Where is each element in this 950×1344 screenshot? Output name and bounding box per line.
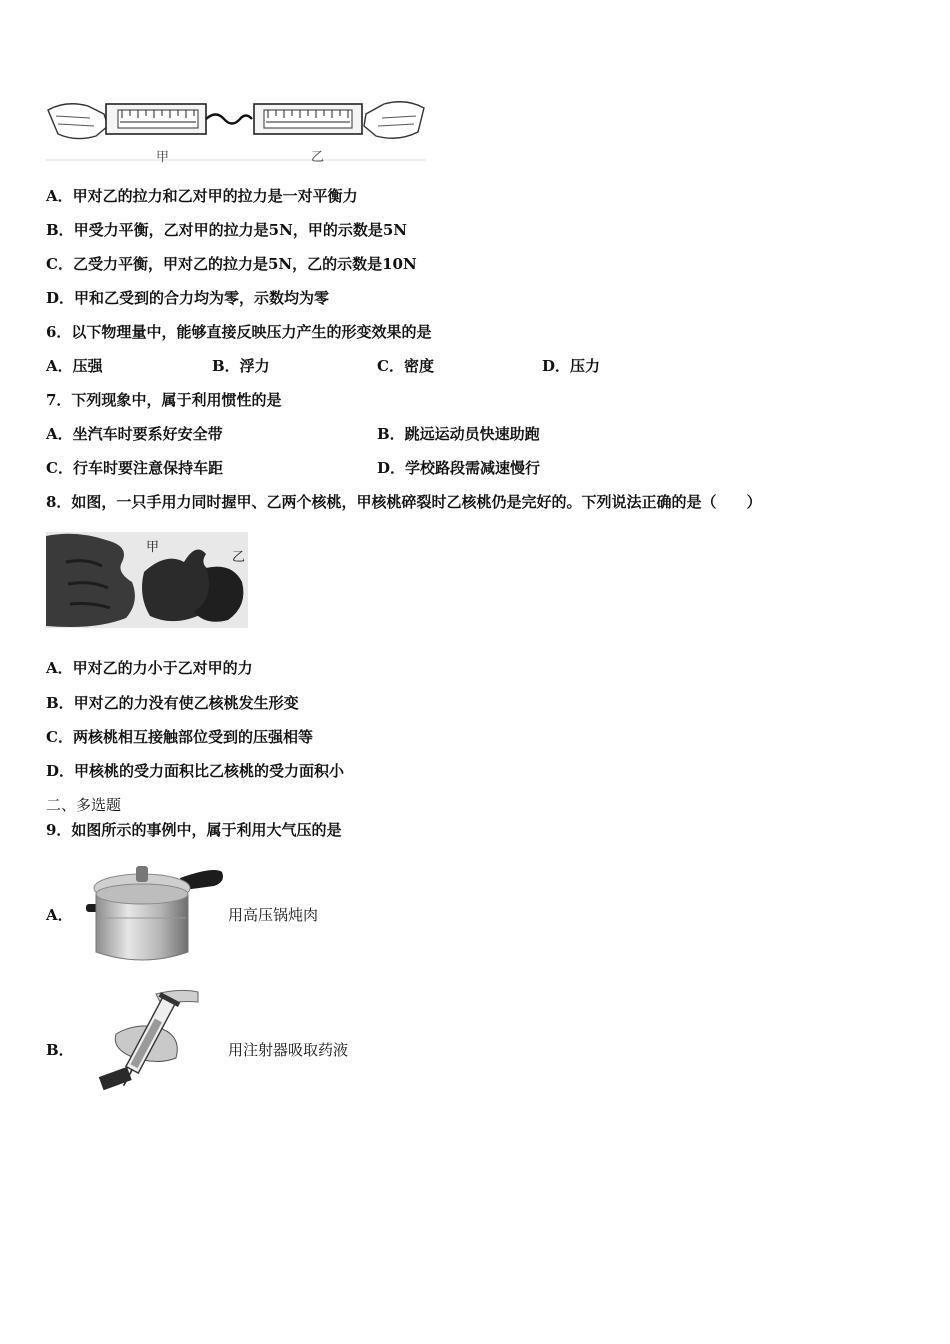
q9-option-a-text: 用高压锅炖肉 [228,906,319,924]
q8-stem: 8．如图，一只手用力同时握甲、乙两个核桃，甲核桃碎裂时乙核桃仍是完好的。下列说法正确的是（ ） [46,493,762,511]
q7-option-a: A．坐汽车时要系好安全带 [46,425,223,443]
q5-option-c: C．乙受力平衡，甲对乙的拉力是5N，乙的示数是10N [46,255,417,273]
q5-option-d: D．甲和乙受到的合力均为零，示数均为零 [46,289,330,307]
q6-option-d: D．压力 [542,357,601,375]
q8-option-b: B．甲对乙的力没有使乙核桃发生形变 [46,694,299,712]
spring-scales-figure [46,96,426,166]
q9-option-b-letter: B． [46,1041,74,1059]
syringe-icon [96,988,200,1096]
spring-scales-illustration [46,96,426,166]
q6-option-b: B．浮力 [212,357,270,375]
q6-option-a: A．压强 [46,357,103,375]
walnut-figure [46,532,248,628]
q8-option-d: D．甲核桃的受力面积比乙核桃的受力面积小 [46,762,345,780]
q9-stem: 9．如图所示的事例中，属于利用大气压的是 [46,821,342,839]
q7-option-d: D．学校路段需减速慢行 [377,459,541,477]
q8-option-a: A．甲对乙的力小于乙对甲的力 [46,659,253,677]
walnut-label-b: 乙 [232,550,246,565]
q9-option-b-text: 用注射器吸取药液 [228,1041,349,1059]
q6-option-c: C．密度 [377,357,434,375]
q8-option-c: C．两核桃相互接触部位受到的压强相等 [46,728,313,746]
q6-stem: 6．以下物理量中，能够直接反映压力产生的形变效果的是 [46,323,432,341]
scale-label-b: 乙 [311,150,325,165]
q9-option-a-letter: A． [46,906,73,924]
q7-option-b: B．跳远运动员快速助跑 [377,425,540,443]
section-title: 二、多选题 [46,796,122,814]
q5-option-b: B．甲受力平衡，乙对甲的拉力是5N，甲的示数是5N [46,221,407,239]
scale-label-a: 甲 [156,150,170,165]
q7-stem: 7．下列现象中，属于利用惯性的是 [46,391,282,409]
q7-option-c: C．行车时要注意保持车距 [46,459,223,477]
q5-option-a: A．甲对乙的拉力和乙对甲的拉力是一对平衡力 [46,187,358,205]
walnut-label-a: 甲 [146,540,160,555]
pressure-cooker-icon [84,860,226,968]
